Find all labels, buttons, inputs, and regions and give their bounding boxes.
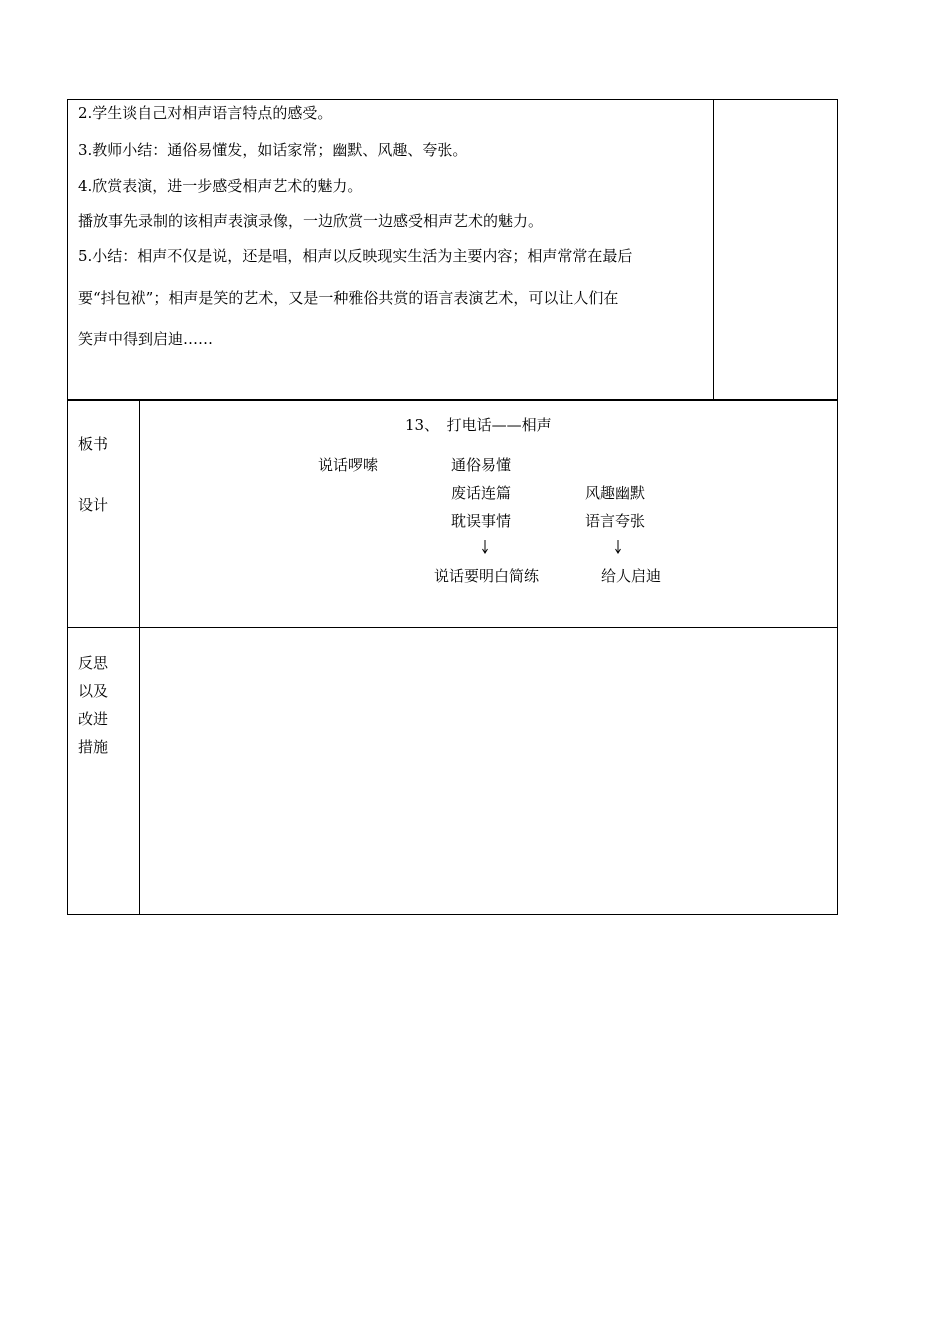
table-border-top [67,99,838,100]
table-border-left-upper [67,99,68,401]
upper-line-3: 4.欣赏表演，进一步感受相声艺术的魅力。 [78,177,363,195]
table-border-bottom [67,914,838,915]
reflection-label-line-1: 反思 [78,654,109,672]
board-col1-item-1: 通俗易懂 [451,456,512,474]
table-border-right-lower [837,400,838,915]
board-result-2: 给人启迪 [601,567,662,585]
board-col1-item-3: 耽误事情 [451,512,512,530]
reflection-label-line-3: 改进 [78,710,109,728]
board-col2-item-1: 风趣幽默 [585,484,646,502]
table-border-left-lower [67,400,68,915]
board-col2-item-2: 语言夸张 [585,512,646,530]
upper-line-7: 笑声中得到启迪…… [78,330,214,348]
board-design-label-1: 板书 [78,435,109,453]
down-arrow-icon [613,539,623,555]
reflection-label-line-4: 措施 [78,738,109,756]
upper-line-6: 要“抖包袱”；相声是笑的艺术，又是一种雅俗共赏的语言表演艺术，可以让人们在 [78,289,619,307]
upper-line-4: 播放事先录制的该相声表演录像，一边欣赏一边感受相声艺术的魅力。 [78,212,544,230]
table-row-divider-1 [67,399,838,401]
table-border-right-upper [837,99,838,401]
upper-line-5: 5.小结：相声不仅是说，还是唱，相声以反映现实生活为主要内容；相声常常在最后 [78,247,633,265]
board-title: 13、 打电话——相声 [405,416,552,434]
table-column-divider-upper [713,99,714,400]
upper-line-1: 2.学生谈自己对相声语言特点的感受。 [78,104,333,122]
board-design-label-2: 设计 [78,496,109,514]
reflection-content-cell [140,628,837,914]
board-left-item: 说话啰嗦 [318,456,379,474]
down-arrow-icon [480,539,490,555]
board-col1-item-2: 废话连篇 [451,484,512,502]
upper-line-2: 3.教师小结：通俗易懂发，如话家常；幽默、风趣、夸张。 [78,141,468,159]
board-result-1: 说话要明白简练 [434,567,540,585]
reflection-label-line-2: 以及 [78,682,109,700]
